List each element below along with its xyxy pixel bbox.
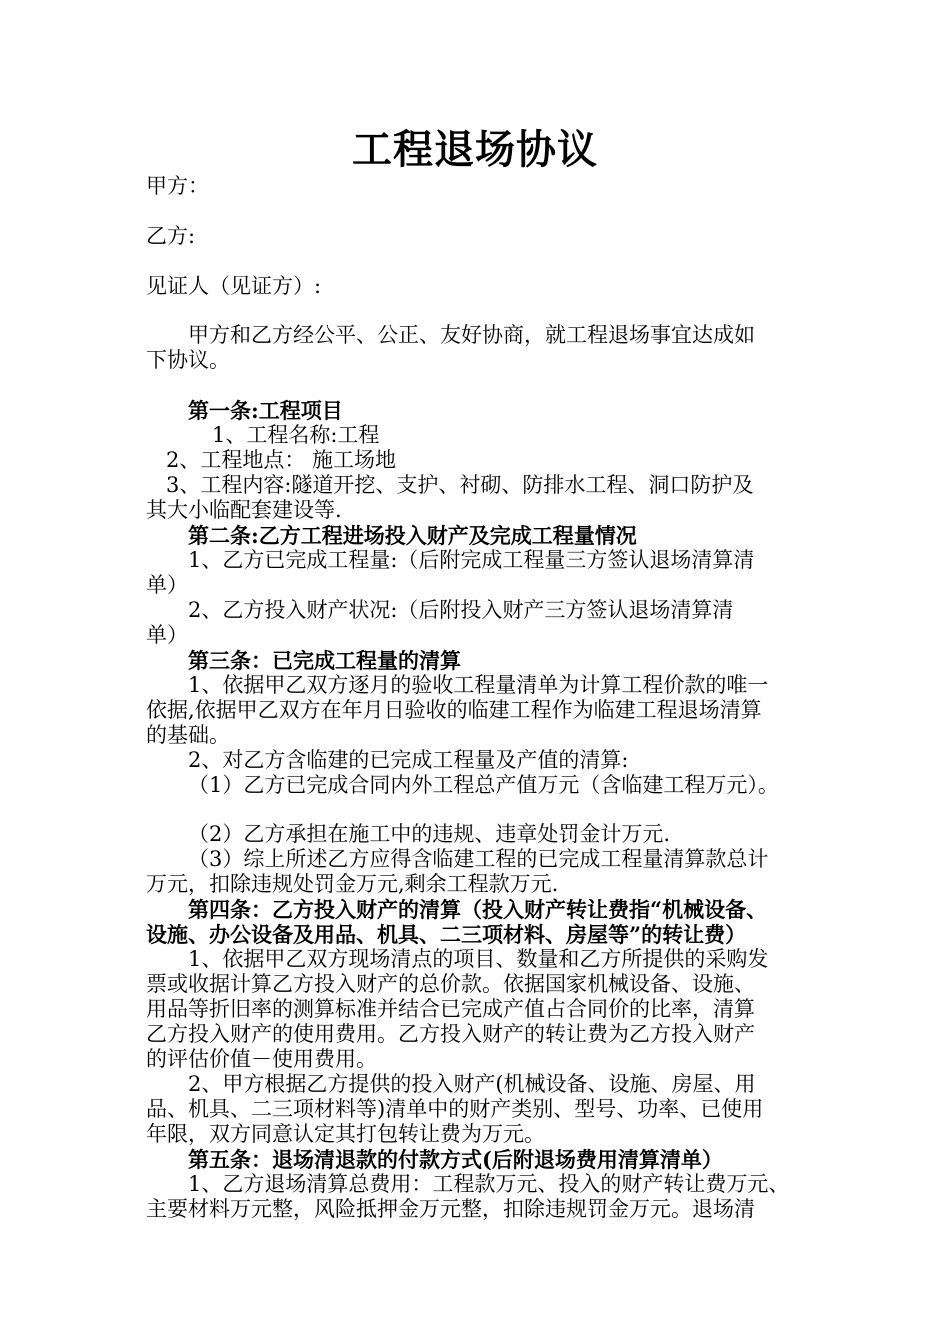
article-line: 单） (146, 623, 188, 647)
article-line: 2、乙方投入财产状况:（后附投入财产三方签认退场清算清 (188, 598, 734, 622)
article-line: 主要材料万元整，风险抵押金万元整，扣除违规罚金万元。退场清 (146, 1197, 755, 1221)
article-line: 年限，双方同意认定其打包转让费为万元。 (146, 1122, 545, 1146)
article-line: 2、甲方根据乙方提供的投入财产(机械设备、设施、房屋、用 (188, 1072, 756, 1096)
article-4-heading: 设施、办公设备及用品、机具、二三项材料、房屋等”的转让费） (146, 922, 747, 947)
article-line: 2、对乙方含临建的已完成工程量及产值的清算: (188, 748, 629, 772)
article-line: 品、机具、二三项材料等)清单中的财产类别、型号、功率、已使用 (146, 1097, 764, 1121)
party-b-line: 乙方: (146, 224, 196, 248)
article-line: 依据,依据甲乙双方在年月日验收的临建工程作为临建工程退场清算 (146, 698, 762, 722)
document-title: 工程退场协议 (352, 126, 598, 173)
article-line: 单） (146, 573, 188, 597)
article-4-heading: 第四条：乙方投入财产的清算（投入财产转让费指“机械设备、 (188, 897, 768, 922)
article-line: 乙方投入财产的使用费用。乙方投入财产的转让费为乙方投入财产 (146, 1022, 755, 1046)
article-5-heading: 第五条：退场清退款的付款方式(后附退场费用清算清单） (188, 1147, 723, 1172)
article-line: 其大小临配套建设等. (146, 498, 342, 522)
article-line: 1、依据甲乙双方现场清点的项目、数量和乙方所提供的采购发 (188, 947, 769, 971)
article-line: 的评估价值－使用费用。 (146, 1047, 377, 1071)
party-a-line: 甲方： (146, 174, 209, 198)
article-line: 1、乙方退场清算总费用：工程款万元、投入的财产转让费万元、 (188, 1172, 790, 1196)
article-2-heading: 第二条:乙方工程进场投入财产及完成工程量情况 (188, 523, 637, 548)
article-line: 1、乙方已完成工程量:（后附完成工程量三方签认退场清算清 (188, 548, 755, 572)
article-line: 3、工程内容:隧道开挖、支护、衬砌、防排水工程、洞口防护及 (166, 473, 754, 497)
article-line: 1、依据甲乙双方逐月的验收工程量清单为计算工程价款的唯一 (188, 673, 769, 697)
intro-line: 甲方和乙方经公平、公正、友好协商，就工程退场事宜达成如 (188, 323, 755, 347)
article-line: 票或收据计算乙方投入财产的总价款。依据国家机械设备、设施、 (146, 972, 755, 996)
article-line: 用品等折旧率的测算标准并结合已完成产值占合同价的比率，清算 (146, 997, 755, 1021)
article-line: （3）综上所述乙方应得含临建工程的已完成工程量清算款总计 (188, 847, 769, 871)
article-line: 2、工程地点： 施工场地 (166, 448, 397, 472)
article-line: （2）乙方承担在施工中的违规、违章处罚金计万元. (188, 822, 671, 846)
article-3-heading: 第三条：已完成工程量的清算 (188, 648, 461, 673)
article-line: 万元，扣除违规处罚金万元,剩余工程款万元. (146, 872, 559, 896)
article-line: 的基础。 (146, 723, 230, 747)
article-line: 1、工程名称:工程 (212, 423, 380, 447)
article-line: （1）乙方已完成合同内外工程总产值万元（含临建工程万元）。 (188, 773, 779, 797)
article-1-heading: 第一条:工程项目 (188, 398, 343, 423)
witness-line: 见证人（见证方）: (146, 274, 322, 298)
intro-line: 下协议。 (146, 348, 230, 372)
